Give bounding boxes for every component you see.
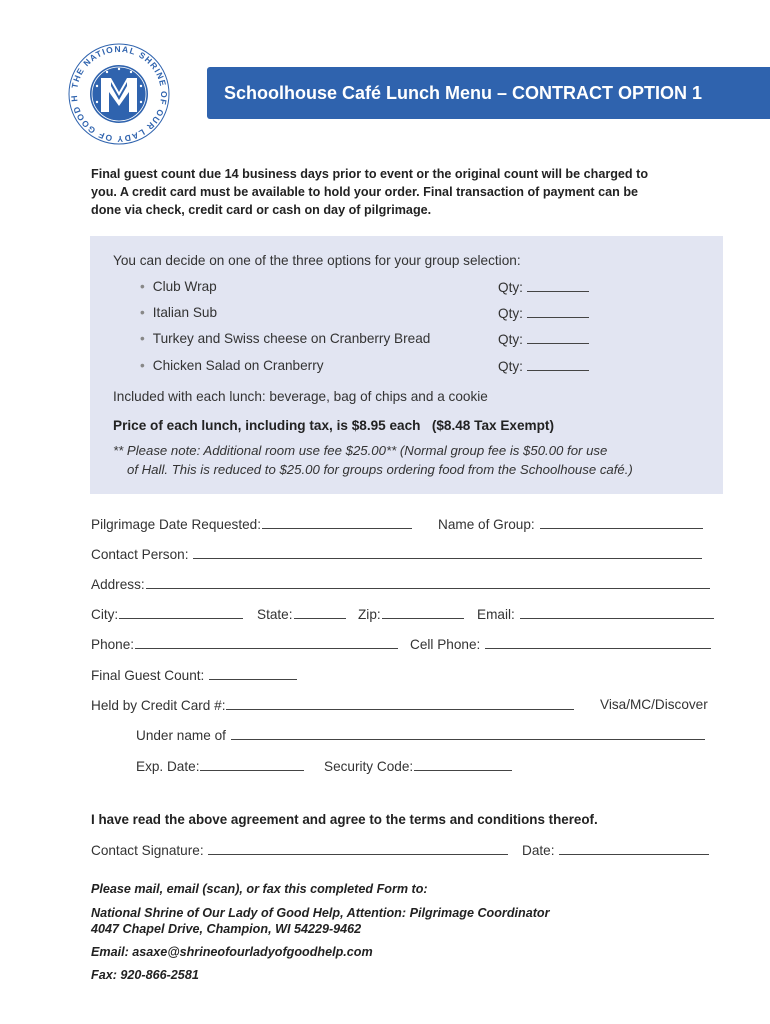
price-text: Price of each lunch, including tax, is $8.95 each [113, 418, 421, 433]
contact-person-field[interactable] [91, 546, 702, 562]
contact-person-label: Contact Person: [91, 547, 189, 562]
under-name-input[interactable] [231, 727, 705, 740]
price-line [113, 418, 554, 433]
under-name-field[interactable] [136, 727, 705, 743]
qty-field[interactable] [498, 279, 589, 295]
group-name-input[interactable] [540, 516, 703, 529]
address-label: Address: [91, 577, 145, 592]
intro-line: done via check, credit card or cash on day of pilgrimage. [91, 203, 432, 217]
email-input[interactable] [520, 606, 714, 619]
mailing-street: 4047 Chapel Drive, Champion, WI 54229-9462 [91, 922, 362, 936]
phone-label: Phone: [91, 637, 135, 652]
included-text: Included with each lunch: beverage, bag of chips and a cookie [113, 389, 488, 404]
signature-date-input[interactable] [559, 842, 709, 855]
qty-input-line[interactable] [527, 358, 589, 371]
city-label: City: [91, 607, 119, 622]
page-title: Schoolhouse Café Lunch Menu – CONTRACT OPTION 1 [224, 82, 703, 103]
address-field[interactable] [91, 576, 710, 592]
exp-date-input[interactable] [200, 758, 304, 771]
zip-label: Zip: [358, 607, 381, 622]
email-field[interactable] [477, 606, 714, 622]
qty-label: Qty: [498, 306, 523, 321]
option-label: Chicken Salad on Cranberry [152, 358, 324, 373]
option-item [140, 279, 217, 294]
logo-ring-text: THE NATIONAL SHRINE OF OUR LADY OF GOOD H [68, 43, 170, 145]
qty-input-line[interactable] [527, 279, 589, 292]
qty-field[interactable] [498, 358, 589, 374]
option-item [140, 305, 217, 320]
option-label: Italian Sub [152, 305, 218, 320]
city-input[interactable] [119, 606, 243, 619]
guest-count-field[interactable] [91, 667, 297, 683]
signature-date-field[interactable] [522, 842, 709, 858]
guest-count-label: Final Guest Count: [91, 668, 205, 683]
cell-phone-field[interactable] [410, 636, 711, 652]
signature-label: Contact Signature: [91, 843, 204, 858]
qty-label: Qty: [498, 332, 523, 347]
credit-card-field[interactable] [91, 697, 574, 713]
mailing-email: Email: asaxe@shrineofourladyofgoodhelp.com [91, 945, 373, 959]
zip-input[interactable] [382, 606, 464, 619]
signature-field[interactable] [91, 842, 508, 858]
bullet: • [140, 331, 145, 346]
fee-note-line: of Hall. This is reduced to $25.00 for groups ordering food from the Schoolhouse café.) [127, 462, 633, 477]
fee-note-line: ** Please note: Additional room use fee $25.00** (Normal group fee is $50.00 for use [113, 443, 608, 458]
signature-date-label: Date: [522, 843, 555, 858]
card-types-text: Visa/MC/Discover [600, 697, 708, 712]
cell-phone-label: Cell Phone: [410, 637, 481, 652]
address-input[interactable] [146, 576, 710, 589]
intro-paragraph [91, 165, 721, 219]
credit-card-label: Held by Credit Card #: [91, 698, 226, 713]
under-name-label: Under name of [136, 728, 226, 743]
phone-input[interactable] [135, 636, 398, 649]
mailing-fax: Fax: 920-866-2581 [91, 968, 199, 982]
cell-phone-input[interactable] [485, 636, 711, 649]
security-code-input[interactable] [414, 758, 512, 771]
group-name-label: Name of Group: [438, 517, 535, 532]
option-item [140, 331, 430, 346]
options-panel [90, 236, 723, 494]
group-name-field[interactable] [438, 516, 703, 532]
guest-count-input[interactable] [209, 667, 297, 680]
option-item [140, 358, 324, 373]
mailing-addressee: National Shrine of Our Lady of Good Help, Attention: Pilgrimage Coordinator [91, 906, 550, 920]
intro-line: Final guest count due 14 business days prior to event or the original count will be charged to [91, 167, 649, 181]
qty-input-line[interactable] [527, 305, 589, 318]
options-heading: You can decide on one of the three options for your group selection: [113, 253, 521, 268]
city-field[interactable] [91, 606, 243, 622]
mailing-instruction: Please mail, email (scan), or fax this completed Form to: [91, 882, 428, 896]
bullet: • [140, 305, 145, 320]
price-tax-exempt: ($8.48 Tax Exempt) [431, 418, 554, 433]
pilgrimage-date-label: Pilgrimage Date Requested: [91, 517, 262, 532]
state-label: State: [257, 607, 293, 622]
credit-card-input[interactable] [226, 697, 574, 710]
shrine-logo [67, 42, 171, 146]
email-label: Email: [477, 607, 515, 622]
state-field[interactable] [257, 606, 346, 622]
bullet: • [140, 279, 145, 294]
qty-label: Qty: [498, 359, 523, 374]
exp-date-label: Exp. Date: [136, 759, 200, 774]
qty-field[interactable] [498, 305, 589, 321]
intro-line: you. A credit card must be available to hold your order. Final transaction of payment can be [91, 185, 639, 199]
zip-field[interactable] [358, 606, 464, 622]
contact-person-input[interactable] [193, 546, 702, 559]
state-input[interactable] [294, 606, 346, 619]
pilgrimage-date-input[interactable] [262, 516, 412, 529]
option-label: Club Wrap [152, 279, 217, 294]
option-label: Turkey and Swiss cheese on Cranberry Bread [152, 331, 431, 346]
qty-label: Qty: [498, 280, 523, 295]
exp-date-field[interactable] [136, 758, 304, 774]
bullet: • [140, 358, 145, 373]
security-code-label: Security Code: [324, 759, 414, 774]
menu-title-banner [207, 67, 770, 119]
qty-input-line[interactable] [527, 331, 589, 344]
security-code-field[interactable] [324, 758, 512, 774]
signature-input[interactable] [208, 842, 508, 855]
qty-field[interactable] [498, 331, 589, 347]
agreement-text: I have read the above agreement and agree to the terms and conditions thereof. [91, 812, 598, 827]
phone-field[interactable] [91, 636, 398, 652]
pilgrimage-date-field[interactable] [91, 516, 412, 532]
